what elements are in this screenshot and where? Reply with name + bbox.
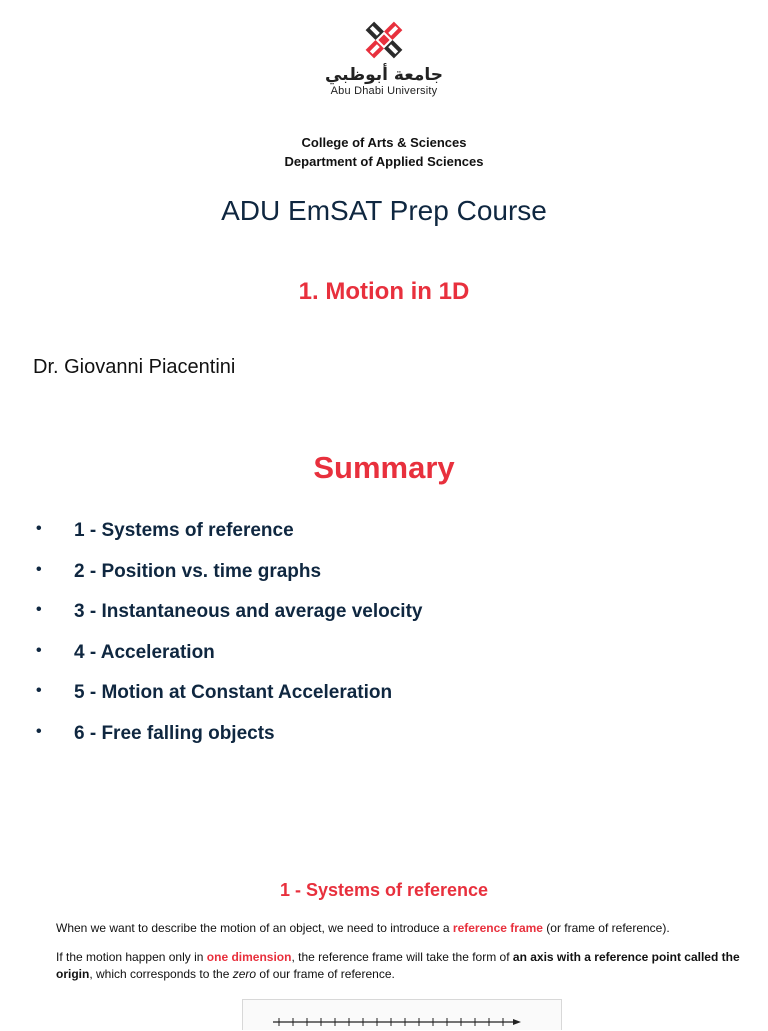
axis-figure bbox=[242, 999, 562, 1030]
bullet-icon: • bbox=[36, 520, 42, 537]
list-item bbox=[36, 723, 422, 764]
list-item bbox=[36, 601, 422, 642]
text-run: , which corresponds to the bbox=[89, 967, 233, 981]
bold-axis-origin: an axis with a reference point called the origin bbox=[56, 950, 740, 981]
summary-item-label: 4 - Acceleration bbox=[74, 641, 215, 663]
summary-list bbox=[36, 520, 422, 763]
text-run: of our frame of reference. bbox=[256, 967, 395, 981]
text-run: (or frame of reference). bbox=[542, 921, 670, 935]
summary-item-label: 1 - Systems of reference bbox=[74, 520, 294, 541]
logo-arabic-text: جامعة أبوظبي bbox=[324, 65, 443, 85]
adu-emblem-icon bbox=[361, 18, 407, 62]
summary-item-label: 3 - Instantaneous and average velocity bbox=[74, 601, 423, 622]
logo-english-text: Abu Dhabi University bbox=[330, 85, 438, 97]
summary-item-label: 2 - Position vs. time graphs bbox=[74, 560, 322, 582]
bullet-icon: • bbox=[36, 560, 42, 578]
university-logo bbox=[0, 18, 768, 97]
italic-zero: zero bbox=[232, 967, 257, 981]
college-heading bbox=[0, 133, 768, 171]
summary-item-label: 5 - Motion at Constant Acceleration bbox=[74, 682, 393, 703]
highlight-reference-frame: reference frame bbox=[452, 921, 543, 935]
department-name: Department of Applied Sciences bbox=[284, 154, 484, 169]
bullet-icon: • bbox=[36, 722, 42, 740]
list-item bbox=[36, 642, 422, 683]
text-run: If the motion happen only in bbox=[56, 950, 207, 964]
bullet-icon: • bbox=[36, 601, 42, 618]
text-run: , the reference frame will take the form of bbox=[291, 950, 513, 964]
bullet-icon: • bbox=[36, 641, 42, 659]
text-run: When we want to describe the motion of an object, we need to introduce a bbox=[56, 921, 453, 935]
bullet-icon: • bbox=[36, 682, 42, 699]
course-title: ADU EmSAT Prep Course bbox=[221, 195, 547, 226]
paragraph-one-dimension bbox=[56, 949, 746, 983]
summary-item-label: 6 - Free falling objects bbox=[74, 722, 275, 744]
paragraph-reference-frame bbox=[56, 920, 746, 937]
list-item bbox=[36, 561, 422, 602]
list-item bbox=[36, 682, 422, 723]
highlight-one-dimension: one dimension bbox=[206, 950, 292, 964]
college-name: College of Arts & Sciences bbox=[301, 135, 467, 150]
chapter-title: 1. Motion in 1D bbox=[298, 278, 470, 305]
summary-title: Summary bbox=[313, 450, 455, 485]
author-name: Dr. Giovanni Piacentini bbox=[33, 356, 236, 378]
section-title: 1 - Systems of reference bbox=[279, 880, 489, 900]
axis-figure-drawing bbox=[243, 1000, 561, 1026]
list-item bbox=[36, 520, 422, 561]
